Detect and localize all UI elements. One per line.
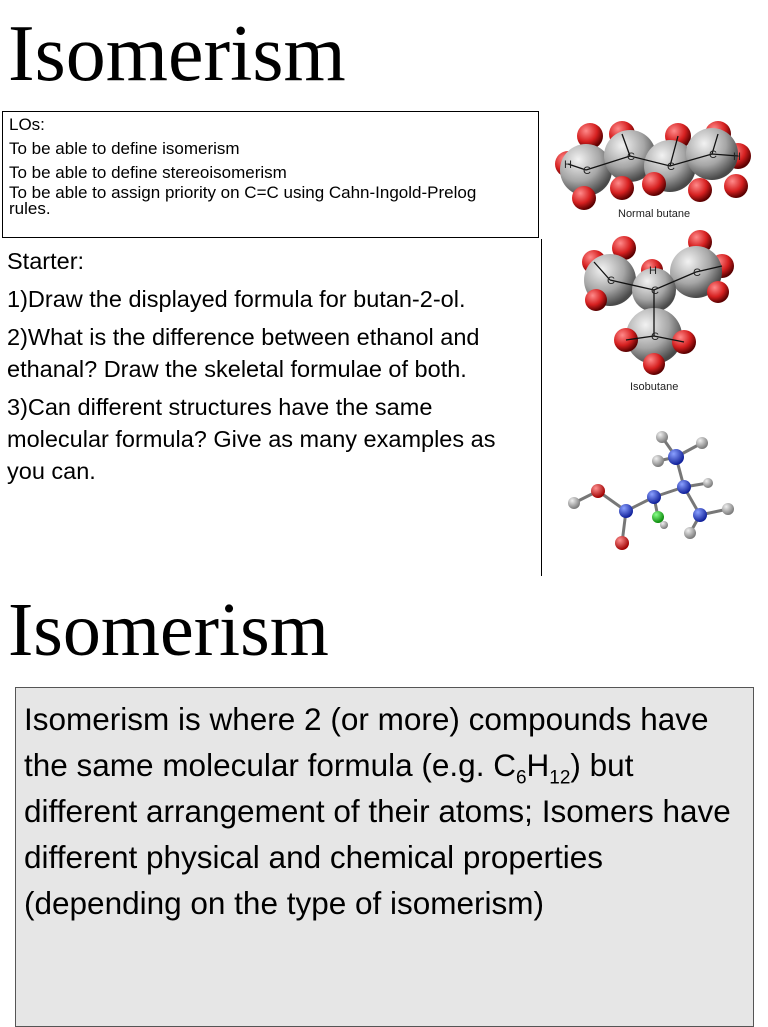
atom-label: H xyxy=(649,265,657,277)
atom-label: C xyxy=(667,161,675,173)
starter-box xyxy=(0,239,542,576)
atom-hydrogen xyxy=(652,455,664,467)
atom-green xyxy=(652,511,664,523)
los-item: To be able to define isomerism xyxy=(9,139,240,158)
atom-label: C xyxy=(583,165,591,177)
starter-question: 2)What is the difference between ethanol and ethanal? Draw the skeletal formulae of both. xyxy=(7,324,480,382)
atom-hydrogen xyxy=(722,503,734,515)
atom-nitrogen xyxy=(693,508,707,522)
atom-label: C xyxy=(709,149,717,161)
atom-label: C xyxy=(627,151,635,163)
los-heading: LOs: xyxy=(9,115,45,134)
normal-butane-image xyxy=(550,112,760,227)
atom-oxygen xyxy=(615,536,629,550)
subscript: 6 xyxy=(515,767,527,789)
atom-hydrogen xyxy=(656,431,668,443)
starter-question: 1)Draw the displayed formula for butan-2-ol. xyxy=(7,286,466,312)
atom-carbon-blue xyxy=(619,504,633,518)
atom-label: C xyxy=(651,285,659,297)
atom-nitrogen xyxy=(647,490,661,504)
atom-hydrogen xyxy=(660,521,668,529)
atom-label: C xyxy=(651,331,659,343)
atom-nitrogen xyxy=(677,480,691,494)
isobutane-image xyxy=(572,228,742,398)
subscript: 12 xyxy=(549,767,571,789)
starter-heading: Starter: xyxy=(7,248,85,274)
atom-label: H xyxy=(733,151,741,163)
atom-nitrogen xyxy=(668,449,684,465)
isobutane-caption: Isobutane xyxy=(630,381,679,393)
atom-hydrogen xyxy=(696,437,708,449)
slide-title: Isomerism xyxy=(8,588,329,672)
los-item: To be able to assign priority on C=C using Cahn-Ingold-Prelog rules. xyxy=(9,183,477,218)
definition-box xyxy=(15,687,754,1027)
definition-text: H xyxy=(526,747,550,783)
atom-hydrogen xyxy=(684,527,696,539)
ball-and-stick-molecule-image xyxy=(560,425,745,555)
atom-oxygen xyxy=(591,484,605,498)
definition-text: Isomerism is where 2 (or more) compounds have the same molecular formula (e.g. C xyxy=(24,701,709,783)
atom-label: C xyxy=(693,267,701,279)
atom-label: H xyxy=(564,159,572,171)
los-item: To be able to define stereoisomerism xyxy=(9,163,287,182)
learning-objectives-box xyxy=(2,111,539,238)
atom-label: C xyxy=(607,275,615,287)
atom-hydrogen xyxy=(568,497,580,509)
atom-hydrogen xyxy=(703,478,713,488)
starter-question: 3)Can different structures have the same molecular formula? Give as many examples as you can. xyxy=(7,394,496,484)
slide-title: Isomerism xyxy=(8,10,346,98)
normal-butane-caption: Normal butane xyxy=(618,208,691,220)
definition-text: ) but different arrangement of their atoms; Isomers have different physical and chemical properties (depending on the type of isomerism) xyxy=(24,747,731,921)
